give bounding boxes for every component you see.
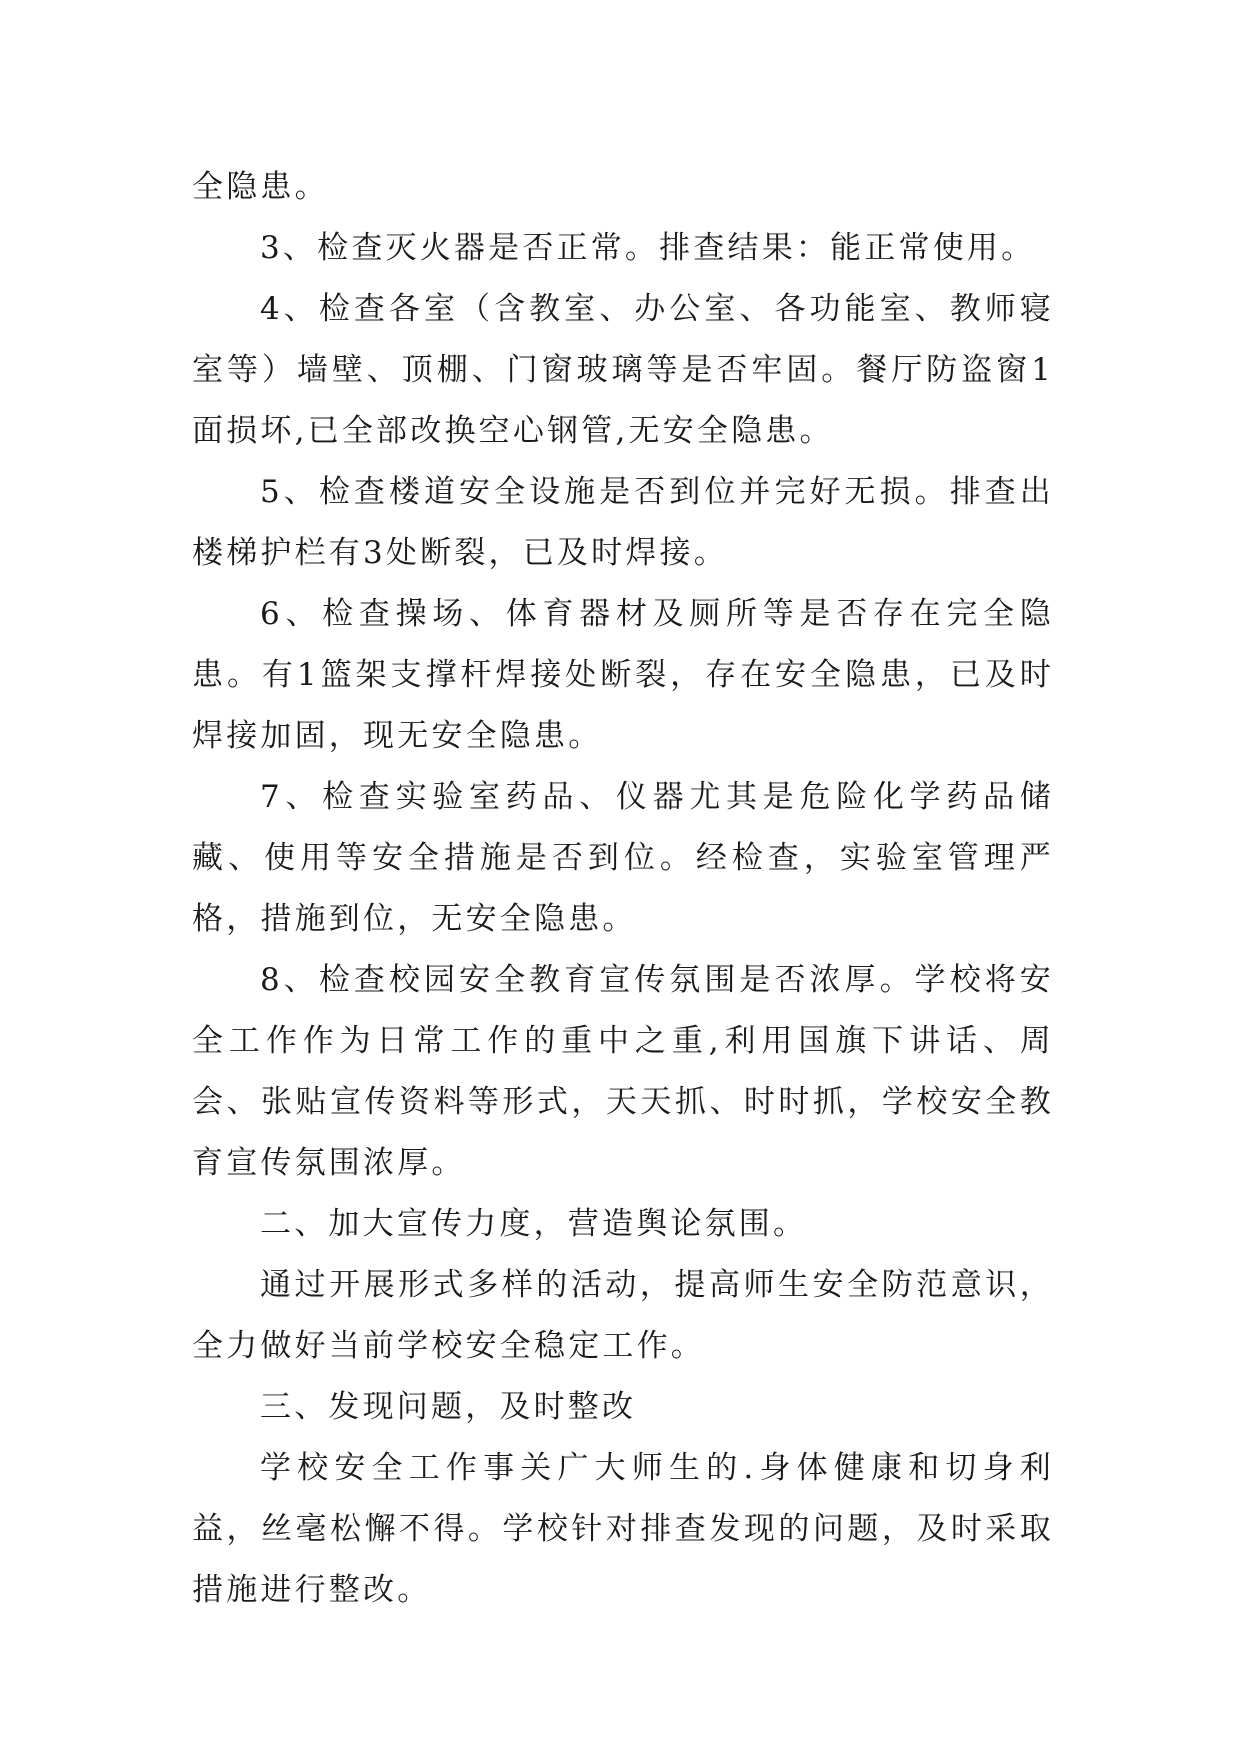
paragraph-section-2-body: 通过开展形式多样的活动，提高师生安全防范意识，全力做好当前学校安全稳定工作。	[192, 1267, 1054, 1364]
paragraph-item-7: 7、检查实验室药品、仪器尤其是危险化学药品储藏、使用等安全措施是否到位。经检查，实验室管理严格，措施到位，无安全隐患。	[192, 779, 1054, 937]
paragraph-section-3-body: 学校安全工作事关广大师生的.身体健康和切身利益，丝毫松懈不得。学校针对排查发现的问题，及时采取措施进行整改。	[192, 1450, 1054, 1608]
paragraph-item-3: 3、检查灭火器是否正常。排查结果：能正常使用。	[260, 230, 1036, 266]
paragraph-continuation: 全隐患。	[192, 169, 329, 205]
section-heading-3: 三、发现问题，及时整改	[260, 1389, 637, 1425]
section-heading-2: 二、加大宣传力度，营造舆论氛围。	[260, 1206, 808, 1242]
paragraph-item-6: 6、检查操场、体育器材及厕所等是否存在完全隐患。有1篮架支撑杆焊接处断裂，存在安全隐患，已及时焊接加固，现无安全隐患。	[192, 596, 1054, 754]
paragraph-item-5: 5、检查楼道安全设施是否到位并完好无损。排查出楼梯护栏有3处断裂，已及时焊接。	[192, 474, 1054, 571]
document-page	[192, 157, 1054, 1621]
paragraph-item-8: 8、检查校园安全教育宣传氛围是否浓厚。学校将安全工作作为日常工作的重中之重,利用国旗下讲话、周会、张贴宣传资料等形式，天天抓、时时抓，学校安全教育宣传氛围浓厚。	[192, 962, 1054, 1181]
paragraph-item-4: 4、检查各室（含教室、办公室、各功能室、教师寝室等）墙壁、顶棚、门窗玻璃等是否牢固。餐厅防盗窗1面损坏,已全部改换空心钢管,无安全隐患。	[192, 291, 1054, 449]
